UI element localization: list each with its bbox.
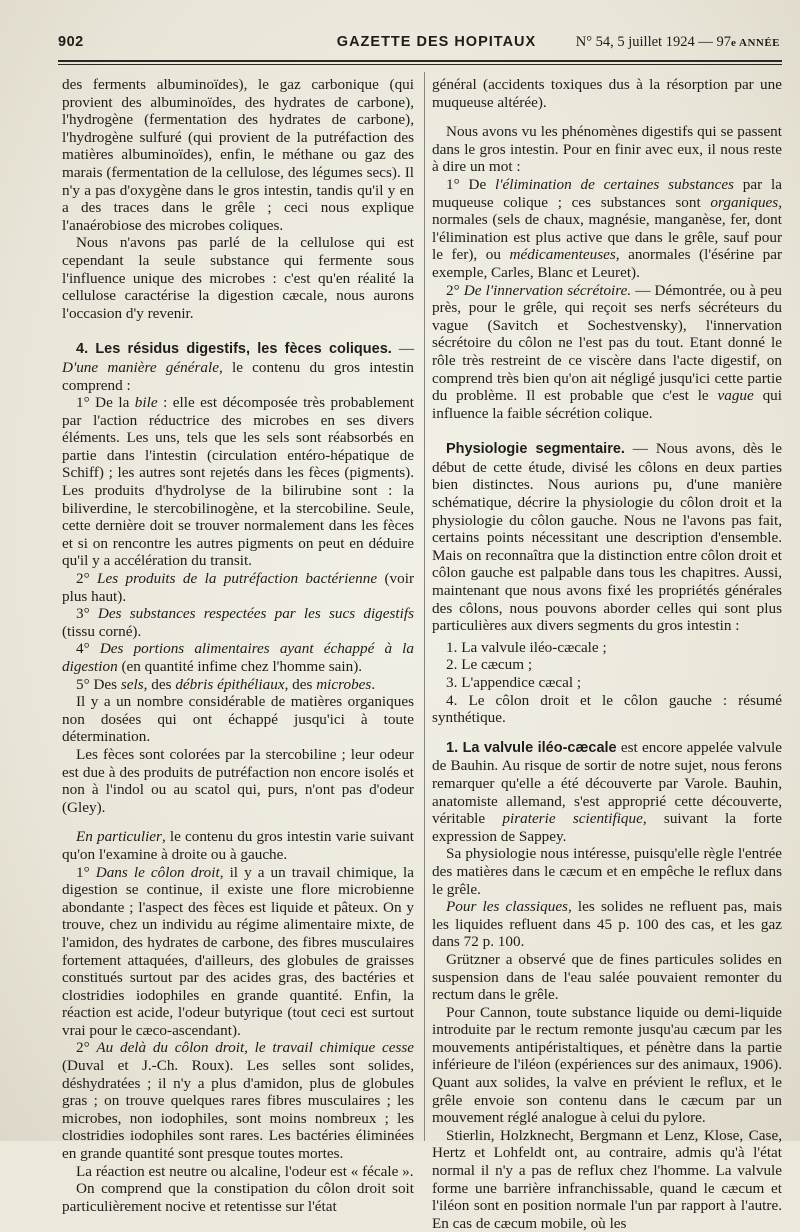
paragraph: En particulier, le contenu du gros intestin varie suivant qu'on l'examine à droite ou à gauche. (62, 828, 414, 863)
right-column (432, 76, 782, 1232)
paragraph: Il y a un nombre considérable de matières organiques non dosées qui ont échappé jusqu'ici à toute détermination. (62, 693, 414, 746)
paragraph: des ferments albuminoïdes), le gaz carbonique (qui provient des albuminoïdes, des hydrates de carbone), l'hydrogène (fermentation des hydrates de carbone), l'hydrogène sulfuré (qui provient de la putréfaction des matières albuminoïdes), enfin, le méthane ou gaz des marais (fermentation de la cellulose, des légumes secs). Il n'y a pas d'oxygène dans le gros intestin, tandis qu'il y en a des traces dans le grêle ; ceci nous explique l'anaérobiose des microbes coliques. (62, 76, 414, 234)
paragraph: 1° De l'élimination de certaines substances par la muqueuse colique ; ces substances sont organiques, normales (sels de chaux, magnésie, manganèse, fer, dont l'élimination est plus active que dans le grêle, sauf pour le fer), ou médicamenteuses, anormales (l'ésérine par exemple, Carles, Blanc et Leuret). (432, 175, 783, 281)
issue-info (576, 34, 780, 51)
page-number: 902 (58, 34, 84, 50)
paragraph: Nous n'avons pas parlé de la cellulose qui est cependant la seule substance qui fermente sous l'influence unique des microbes : c'est qu'en réalité la cellulose caractérise la digestion cæcale, nous aurons l'occasion d'y revenir. (62, 234, 414, 322)
paragraph: 2° De l'innervation sécrétoire. — Démontrée, ou à peu près, pour le grêle, qui reçoit ses nerfs sécréteurs du vague (Savitch et Sochestvensky), l'innervation sécrétoire du côlon ne l'est pas du tout. Etant donné le rôle très restreint de ce viscère dans l'acte digestif, on comprend très bien qu'on ait négligé jusqu'ici cette partie du problème. Il est probable que c'est le vague qui influence la faible sécrétion colique. (432, 281, 782, 422)
section-heading: Physiologie segmentaire. (446, 441, 625, 458)
header-rule-thin (58, 64, 782, 65)
section-heading: 1. La valvule iléo-cæcale (446, 739, 617, 756)
segment-list (432, 639, 782, 727)
issue-date: N° 54, 5 juillet 1924 — 97 (575, 34, 731, 50)
list-item: 3° Des substances respectées par les sucs digestifs (tissu corné). (62, 605, 414, 640)
journal-title: GAZETTE DES HOPITAUX (336, 34, 537, 50)
paragraph: Grützner a observé que de fines particules solides en suspension dans de l'eau salée pouvaient remonter du rectum dans le grêle. (432, 950, 782, 1004)
paragraph: Nous avons vu les phénomènes digestifs qui se passent dans le gros intestin. Pour en finir avec eux, il nous reste à dire un mot : (432, 123, 782, 176)
list-item: 4. Le côlon droit et le côlon gauche : résumé synthétique. (432, 691, 782, 727)
issue-year-suffix: e ANNÉE (730, 37, 780, 49)
section-heading: 4. Les résidus digestifs, les fèces coliques. (76, 341, 392, 358)
paragraph: Sa physiologie nous intéresse, puisqu'elle règle l'entrée des matières dans le cæcum et en empêche le reflux dans le grêle. (432, 845, 782, 898)
left-column (62, 76, 414, 1215)
paragraph: Stierlin, Holzknecht, Bergmann et Lenz, Klose, Case, Hertz et Lohfeldt ont, au contraire, admis qu'à l'état normal il n'y a pas de reflux chez l'homme. La valvule forme une barrière infranchissable, quand le cæcum et l'iléon sont en position normale l'un par rapport à l'autre. En cas de cæcum mobile, où les (432, 1126, 782, 1232)
list-item: 4° Des portions alimentaires ayant échappé à la digestion (en quantité infime chez l'homme sain). (62, 640, 414, 675)
paragraph: 2° Au delà du côlon droit, le travail chimique cesse (Duval et J.-Ch. Roux). Les selles sont solides, déshydratées ; il n'y a plus d'amidon, plus de globules gras ; on trouve quelques rares fibres musculaires ; les microbes, non iodophiles, sont moins nombreux ; les clostridies iodophiles sont rares. Les bactéries éliminées en grande quantité sont presque toutes mortes. (62, 1039, 415, 1163)
section-physiologie: Physiologie segmentaire. — Nous avons, dès le début de cette étude, divisé les côlons en deux parties bien distinctes. Nous aurions pu, d'une manière schématique, décrire la physiologie du côlon droit et la physiologie du côlon gauche. Nous ne l'avons pas fait, certains points nécessitant une description d'ensemble. Mais on reconnaîtra que la distinction entre côlon droit et côlon gauche est palpable dans tous les chapitres. Aussi, maintenant que nous avons fixé les propriétés générales des côlons, nous pouvons aborder celles qui sont plus particulières aux divers segments du gros intestin : (432, 440, 782, 635)
list-item: 2. Le cæcum ; (446, 656, 533, 674)
paragraph: général (accidents toxiques dus à la résorption par une muqueuse altérée). (432, 76, 782, 111)
paragraph: Pour Cannon, toute substance liquide ou demi-liquide introduite par le rectum remonte jusqu'au cæcum par les mouvements antipéristaltiques, et pénètre dans la partie inférieure de l'iléon (expériences sur des animaux, 1906). Quant aux solides, la valve en prévient le reflux, et le grêle envoie son contenu dans le cæcum par un mouvement réglé analogue à celui du pylore. (432, 1003, 782, 1127)
paragraph: On comprend que la constipation du côlon droit soit particulièrement nocive et retentisse sur l'état (62, 1180, 414, 1215)
list-item: 1. La valvule iléo-cæcale ; (446, 638, 607, 656)
paragraph: 1° Dans le côlon droit, il y a un travail chimique, la digestion se continue, il existe une flore microbienne abondante ; l'aspect des fèces est liquide et pâteux. On y trouve, chez un individu au régime alimentaire mixte, de l'amidon, des hydrates de carbone, des fibres musculaires fortement attaquées, d'ailleurs, des globules de graisses constitués surtout par des acides gras, des bactéries et clostridies iodophiles en grande quantité. Enfin, la réaction est acide, l'odeur butyrique (tout ceci est surtout vrai pour le cæco-ascendant). (62, 863, 415, 1039)
list-item: 3. L'appendice cæcal ; (446, 674, 582, 691)
paragraph: Les fèces sont colorées par la stercobiline ; leur odeur est due à des produits de putréfaction non encore isolés et non à l'indol ou au scatol qui, purs, n'ont pas d'odeur (Gley). (62, 745, 414, 816)
paragraph: La réaction est neutre ou alcaline, l'odeur est « fécale ». (76, 1162, 414, 1180)
list-item: 2° Les produits de la putréfaction bactérienne (voir plus haut). (62, 570, 414, 605)
column-divider (424, 72, 425, 1141)
section-valvule: 1. La valvule iléo-cæcale est encore appelée valvule de Bauhin. Au risque de sortir de notre sujet, nous ferons remarquer qu'elle a été découverte par Varole. Bauhin, anatomiste allemand, s'est approprié cette découverte, véritable piraterie scientifique, suivant la forte expression de Sappey. (432, 738, 782, 845)
paragraph: Pour les classiques, les solides ne refluent pas, mais les liquides refluent dans 45 p. 100 des cas, et les gaz dans 72 p. 100. (432, 898, 783, 951)
list-item: 5° Des sels, des débris épithéliaux, des microbes. (76, 675, 376, 693)
list-item: 1° De la bile : elle est décomposée très probablement par l'action réductrice des microbes en ses divers éléments. Les uns, tels que les sels sont réabsorbés en partie dans l'intestin (circulation entéro-hépatique de Schiff) ; les autres sont rejetés dans les fèces (pigments). Les produits d'hydrolyse de la bilirubine sont : la biliverdine, le stercobilinogène, et la stercobiline. Seule, cette dernière doit se trouver normalement dans les fèces et si on rencontre les autres pigments on peut en déduire qu'il y a accélération du transit. (62, 394, 414, 570)
section-4: 4. Les résidus digestifs, les fèces coliques. — D'une manière générale, le contenu du gros intestin comprend : (62, 340, 415, 394)
page-header (58, 34, 780, 58)
header-rule-thick (58, 60, 782, 62)
